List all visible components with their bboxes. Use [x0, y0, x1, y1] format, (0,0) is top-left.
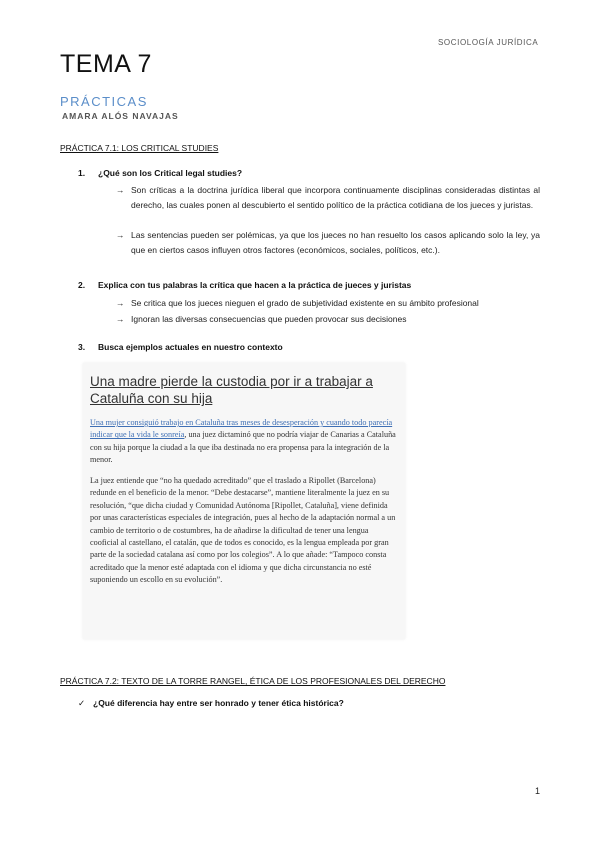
bullet-item: [116, 228, 540, 258]
question-text: ¿Qué son los Critical legal studies?: [98, 168, 243, 178]
question-3: [78, 342, 283, 352]
question-text: ¿Qué diferencia hay entre ser honrado y tener ética histórica?: [93, 698, 344, 708]
question-number: 2.: [78, 280, 86, 290]
section-heading-practica-7-1: PRÁCTICA 7.1: LOS CRITICAL STUDIES: [60, 143, 219, 153]
page-title: TEMA 7: [60, 50, 152, 78]
checklist-question: [78, 698, 344, 709]
bullet-item: [116, 183, 540, 213]
question-text: Explica con tus palabras la crítica que hacen a la práctica de jueces y juristas: [98, 280, 412, 290]
bullet-item: [116, 296, 551, 311]
page-subtitle: PRÁCTICAS: [60, 94, 148, 109]
bullet-text: Son críticas a la doctrina jurídica liberal que incorpora continuamente disciplinas consideradas distintas al derecho, las cuales ponen al descubierto el sentido político de la práctica cotidiana de los jueces y juristas.: [131, 185, 540, 210]
news-headline: Una madre pierde la custodia por ir a trabajar a Cataluña con su hija: [90, 374, 373, 406]
news-link[interactable]: Una mujer consiguió trabajo en Cataluña tras meses de desesperación y cuando todo parecía indicar que la vida le sonreía: [90, 418, 393, 440]
question-number: 1.: [78, 168, 86, 178]
document-header-subject: SOCIOLOGÍA JURÍDICA: [438, 38, 539, 47]
arrow-bullet-icon: →: [116, 314, 125, 324]
question-2: [78, 280, 411, 290]
page-number: 1: [535, 786, 541, 796]
question-number: 3.: [78, 342, 86, 352]
question-text: Busca ejemplos actuales en nuestro contexto: [98, 342, 283, 352]
author-name: AMARA ALÓS NAVAJAS: [62, 111, 179, 121]
arrow-bullet-icon: →: [116, 298, 125, 308]
news-paragraph-1: [90, 417, 398, 467]
arrow-bullet-icon: →: [116, 185, 125, 195]
bullet-text: Se critica que los jueces nieguen el grado de subjetividad existente en su ámbito profesional: [131, 298, 479, 308]
question-1: [78, 168, 242, 178]
bullet-text: Ignoran las diversas consecuencias que pueden provocar sus decisiones: [131, 314, 407, 324]
news-paragraph-1-text: , una juez dictaminó que no podría viajar de Canarias a Cataluña con su hija porque la ciudad a la que iba destinada no era propensa para la integración de la menor.: [90, 430, 396, 465]
checkmark-icon: ✓: [78, 698, 86, 708]
arrow-bullet-icon: →: [116, 230, 125, 240]
section-heading-practica-7-2: PRÁCTICA 7.2: TEXTO DE LA TORRE RANGEL, ÉTICA DE LOS PROFESIONALES DEL DERECHO: [60, 676, 446, 686]
bullet-item: [116, 312, 551, 327]
bullet-text: Las sentencias pueden ser polémicas, ya que los jueces no han resuelto los casos aplicando solo la ley, ya que en ciertos casos influyen otros factores (económicos, sociales, políticos, etc.).: [131, 230, 540, 255]
news-clipping-image: [83, 363, 405, 639]
news-paragraph-2: La juez entiende que “no ha quedado acreditado” que el traslado a Ripollet (Barcelona) redunde en el beneficio de la menor. “Debe destacarse”, mantiene literalmente la juez en su resolución, “que dicha ciudad y Comunidad Autónoma [Ripollet, Cataluña], viene definida por unas características especiales de integración, pues al hecho de la adaptación normal a un cambio de territorio o de costumbres, ha de añadirse la dificultad de tener una lengua cooficial al castellano, el catalán, que de todos es conocido, es la lengua empleada por gran parte de la sociedad catalana así como por los colegios”. A lo que añade: “Tampoco consta acreditado que la menor esté adaptada con el idioma y que dicha circunstancia no esté suponiendo un escollo en su evolución”.: [90, 476, 396, 585]
